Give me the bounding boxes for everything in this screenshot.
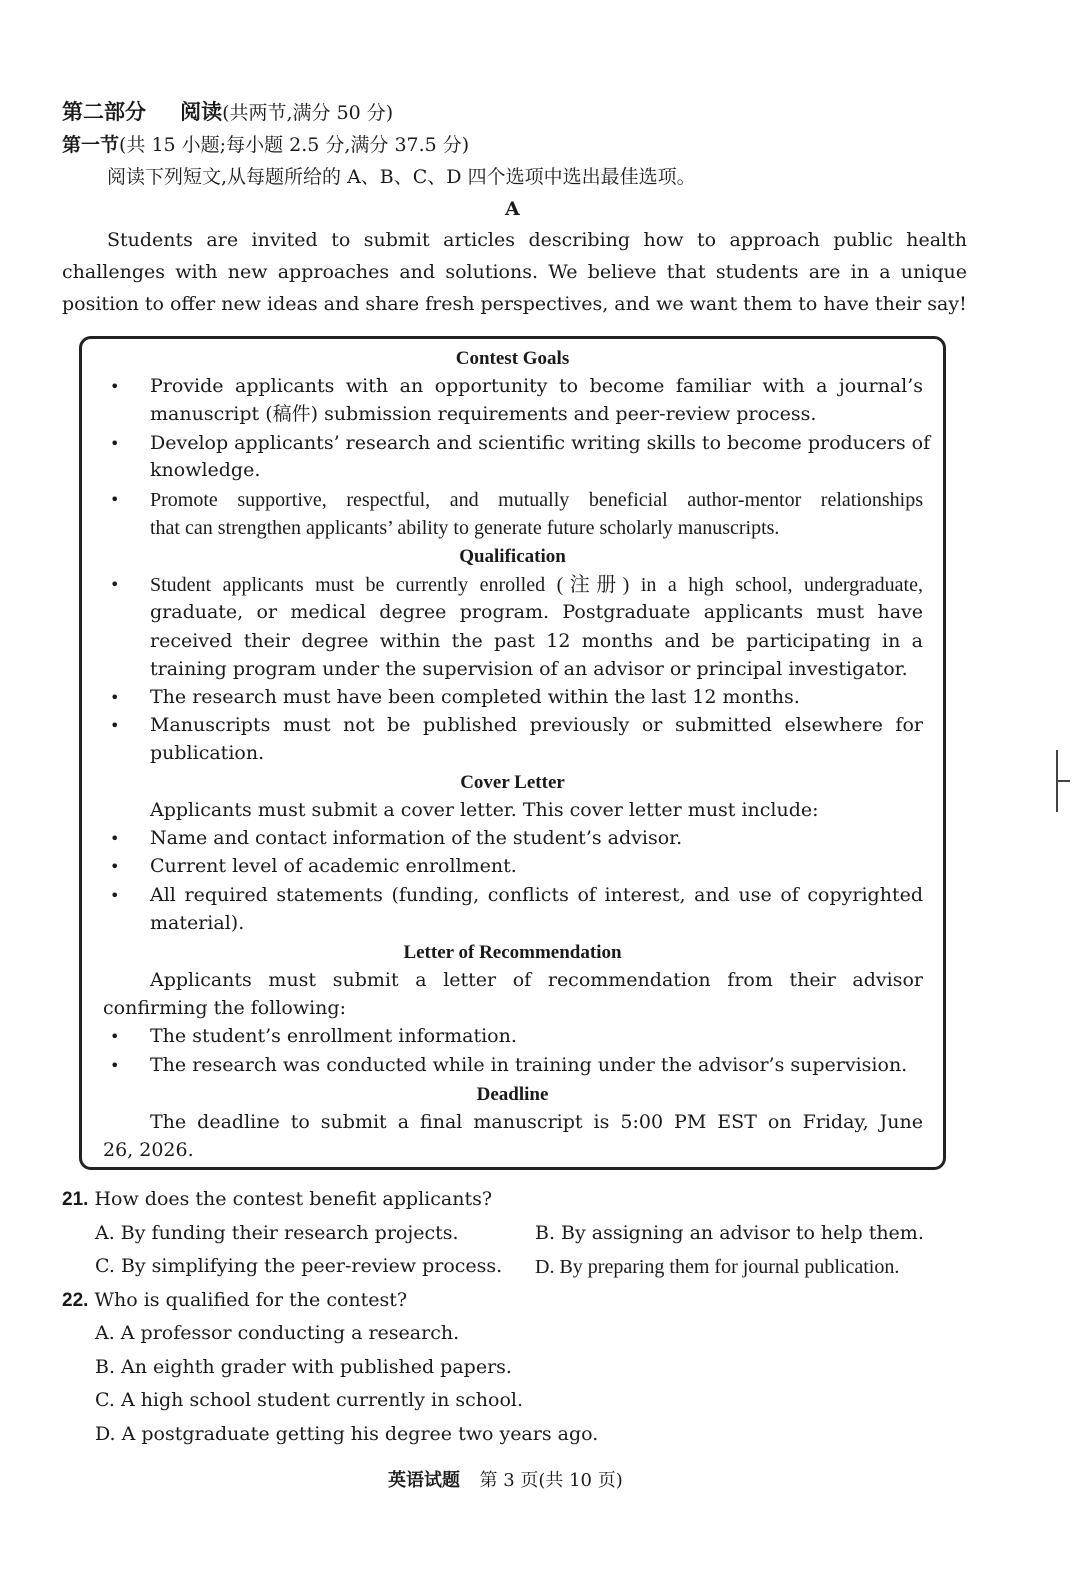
intro-line-2: challenges with new approaches and solutions. We believe that students are in a unique (62, 261, 967, 283)
cover-letter-heading: Cover Letter (460, 772, 565, 793)
deadline-line-2: 26, 2026. (103, 1139, 194, 1161)
qual-1-line-2: graduate, or medical degree program. Postgraduate applicants must have (150, 601, 923, 623)
part-info: (共两节,满分 50 分) (222, 102, 394, 124)
q21-option-c[interactable]: C. By simplifying the peer-review process. (95, 1255, 503, 1277)
q22-option-c[interactable]: C. A high school student currently in school. (95, 1389, 524, 1411)
page-footer (388, 1472, 623, 1490)
instruction: 阅读下列短文,从每题所给的 A、B、C、D 四个选项中选出最佳选项。 (107, 166, 696, 188)
q22-option-b[interactable]: B. An eighth grader with published papers. (95, 1356, 512, 1378)
bullet: • (110, 829, 120, 848)
question-number: 22. (62, 1290, 89, 1311)
qual-2-line-1: The research must have been completed within the last 12 months. (150, 686, 800, 708)
passage-label: A (505, 198, 520, 220)
goal-1-line-2: manuscript (稿件) submission requirements and peer-review process. (150, 403, 817, 425)
section-heading (62, 136, 469, 155)
section-info: (共 15 小题;每小题 2.5 分,满分 37.5 分) (119, 134, 470, 156)
rec-intro-line-1: Applicants must submit a letter of recommendation from their advisor (150, 969, 923, 991)
goals-heading: Contest Goals (455, 348, 570, 369)
bullet: • (110, 575, 120, 594)
bullet: • (110, 1056, 120, 1075)
qual-1-line-4: training program under the supervision of an advisor or principal investigator. (150, 658, 908, 680)
qual-3-line-2: publication. (150, 742, 265, 764)
question-21 (62, 1190, 492, 1209)
bullet: • (110, 688, 120, 707)
question-stem: Who is qualified for the contest? (94, 1289, 408, 1311)
footer-page: 第 3 页(共 10 页) (479, 1470, 623, 1491)
question-number: 21. (62, 1189, 89, 1210)
question-stem: How does the contest benefit applicants? (94, 1188, 493, 1210)
bullet: • (110, 490, 120, 509)
goal-2-line-2: knowledge. (150, 459, 261, 481)
q21-option-b[interactable]: B. By assigning an advisor to help them. (535, 1222, 924, 1244)
q21-option-a[interactable]: A. By funding their research projects. (95, 1222, 459, 1244)
qual-1-line-3: received their degree within the past 12 months and be participating in a (150, 630, 923, 652)
rec-1: The student’s enrollment information. (150, 1025, 517, 1047)
qual-3-line-1: Manuscripts must not be published previously or submitted elsewhere for (150, 714, 923, 736)
deadline-heading: Deadline (476, 1084, 549, 1105)
goal-2-line-1: Develop applicants’ research and scientific writing skills to become producers of (150, 432, 931, 454)
goal-3-line-2: that can strengthen applicants’ ability to generate future scholarly manuscripts. (150, 517, 780, 539)
intro-line-3: position to offer new ideas and share fresh perspectives, and we want them to have their say! (62, 293, 967, 315)
q22-option-a[interactable]: A. A professor conducting a research. (95, 1322, 460, 1344)
q21-option-d[interactable]: D. By preparing them for journal publication. (535, 1256, 900, 1278)
bullet: • (110, 377, 120, 396)
part-name: 阅读 (180, 99, 223, 124)
rec-2: The research was conducted while in training under the advisor’s supervision. (150, 1054, 908, 1076)
bullet: • (110, 1027, 120, 1046)
cover-3-line-2: material). (150, 912, 245, 934)
rec-intro-line-2: confirming the following: (103, 997, 346, 1019)
qualification-heading: Qualification (459, 546, 566, 567)
qual-1-line-1: Student applicants must be currently enrolled (注册) in a high school, undergraduate, (150, 574, 923, 596)
footer-subject: 英语试题 (388, 1470, 460, 1491)
bullet: • (110, 857, 120, 876)
part-title: 第二部分 (62, 99, 146, 124)
q22-option-d[interactable]: D. A postgraduate getting his degree two years ago. (95, 1423, 599, 1445)
cover-intro: Applicants must submit a cover letter. This cover letter must include: (150, 799, 819, 821)
goal-1-line-1: Provide applicants with an opportunity to become familiar with a journal’s (150, 375, 923, 397)
binding-mark-tick (1056, 780, 1070, 782)
recommendation-heading: Letter of Recommendation (403, 942, 622, 963)
intro-line-1: Students are invited to submit articles describing how to approach public health (107, 229, 967, 251)
goal-3-line-1: Promote supportive, respectful, and mutually beneficial author-mentor relationships (150, 489, 923, 511)
question-22 (62, 1291, 407, 1310)
deadline-line-1: The deadline to submit a final manuscript is 5:00 PM EST on Friday, June (150, 1111, 923, 1133)
cover-1: Name and contact information of the student’s advisor. (150, 827, 683, 849)
cover-2: Current level of academic enrollment. (150, 855, 517, 877)
bullet: • (110, 886, 120, 905)
bullet: • (110, 716, 120, 735)
part-heading (62, 101, 393, 123)
bullet: • (110, 434, 120, 453)
section-title: 第一节 (62, 134, 120, 156)
cover-3-line-1: All required statements (funding, conflicts of interest, and use of copyrighted (150, 884, 923, 906)
